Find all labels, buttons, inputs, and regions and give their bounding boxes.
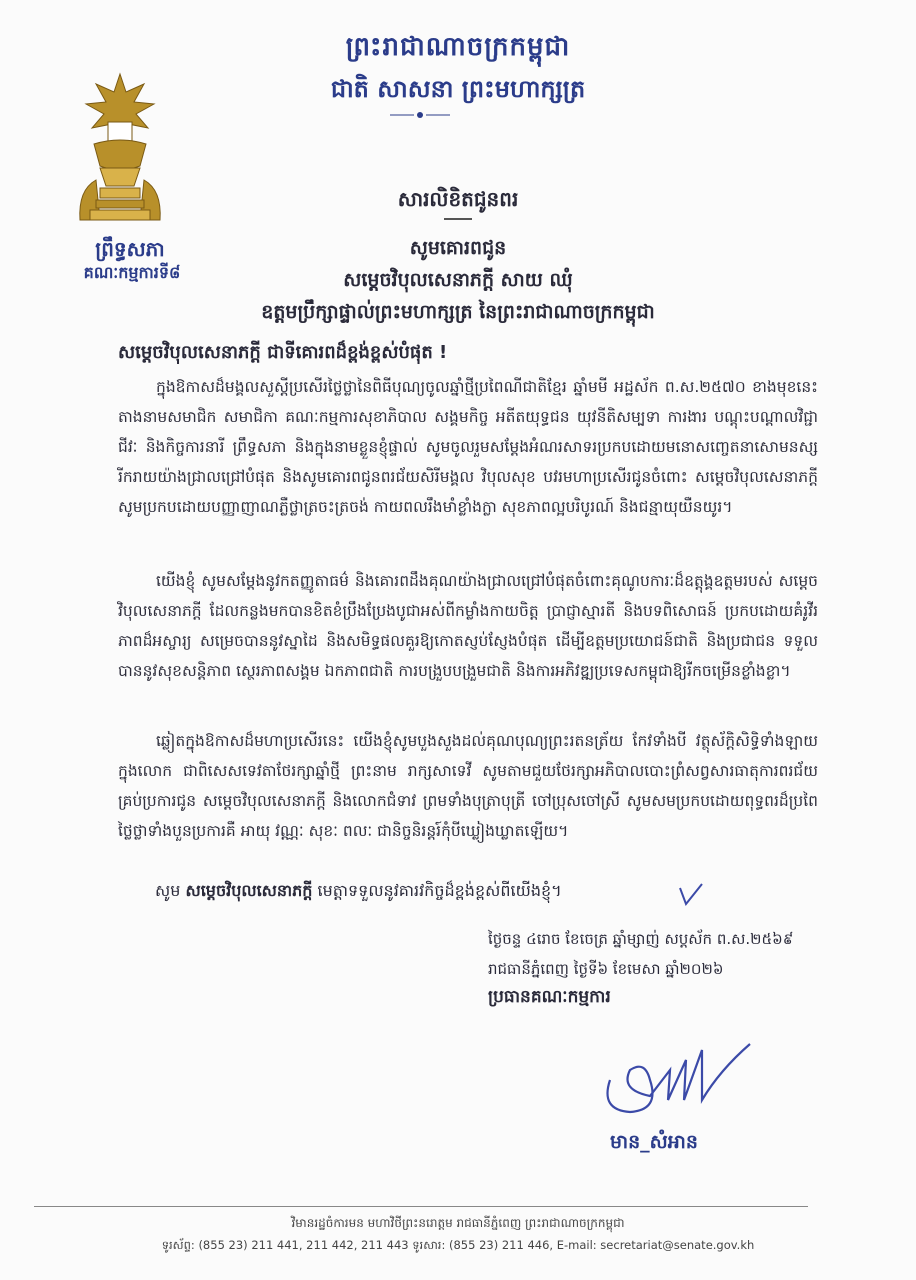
paragraph-text: យើងខ្ញុំ សូមសម្តែងនូវកតញ្ញូតាធម៌ និងគោរពដឹងគុណយ៉ាងជ្រាលជ្រៅបំផុតចំពោះគុណូបការៈដ៏ឧត្តុង្គឧត្តមរបស់ សម្តេចវិបុលសេនាភក្តី ដែលកន្លងមកបានខិតខំប្រឹងប្រែងបូជាអស់ពីកម្លាំងកាយចិត្ត ប្រាជ្ញាស្មារតី និងបទពិសោធន៍ ប្រកបដោយគំរូវីរភាពដ៏អស្ចារ្យ សម្រេចបាននូវស្នាដៃ និងសមិទ្ធផលគួរឱ្យកោតស្ញប់ស្ញែងបំផុត ដើម្បីឧត្តមប្រយោជន៍ជាតិ និងប្រជាជន ទទួលបាននូវសុខសន្តិភាព ស្ថេរភាពសង្គម ឯកភាពជាតិ ការបង្រួបបង្រួមជាតិ និងការអភិវឌ្ឍប្រទេសកម្ពុជាឱ្យរីកចម្រើនខ្លាំងខ្លា។: [118, 572, 818, 680]
body-paragraph: [118, 726, 818, 846]
body-paragraph: [118, 372, 818, 522]
signature-image: [590, 1030, 760, 1130]
addressee-line: ឧត្តមប្រឹក្សាផ្ទាល់ព្រះមហាក្សត្រ នៃព្រះរាជាណាចក្រកម្ពុជា: [261, 301, 655, 323]
letter-title: សារលិខិតជូនពរ: [397, 187, 519, 211]
lunar-date: ថ្ងៃចន្ទ ៤រោច ខែចេត្រ ឆ្នាំម្សាញ់ សប្តស័ក ព.ស.២៥៦៩: [488, 930, 794, 948]
kingdom-name: ព្រះរាជាណាចក្រកម្ពុជា: [345, 32, 571, 62]
closing-line: [155, 880, 562, 904]
salutation: សម្តេចវិបុលសេនាភក្តី ជាទីគោរពដ៏ខ្ពង់ខ្ពស់បំផុត !: [118, 342, 448, 363]
divider-ornament: [390, 110, 450, 120]
closing-honorific: សម្តេចវិបុលសេនាភក្តី: [185, 881, 313, 900]
closing-prefix: សូម: [155, 881, 181, 900]
addressee-line: សូមគោរពជូន: [409, 237, 507, 259]
paragraph-text: ឆ្លៀតក្នុងឱកាសដ៏មហាប្រសើរនេះ យើងខ្ញុំសូមបួងសួងដល់គុណបុណ្យព្រះរតនត្រ័យ កែវទាំងបី វត្ថុស័ក្តិសិទ្ធិទាំងឡាយក្នុងលោក ជាពិសេសទេវតាថែរក្សាឆ្នាំថ្មី ព្រះនាម រាក្សសាទេវី សូមតាមជួយថែរក្សាអភិបាលបោះព្រំសព្វសារធាតុការពរជ័យគ្រប់ប្រការជូន សម្តេចវិបុលសេនាភក្តី និងលោកជំទាវ ព្រមទាំងបុត្រាបុត្រី ចៅប្រុសចៅស្រី សូមសមប្រកបដោយពុទ្ធពរដ៏ប្រពៃថ្លៃថ្លាទាំងបួនប្រការគឺ អាយុ វណ្ណៈ សុខៈ ពលៈ ជានិច្ចនិរន្តរ៍កុំបីឃ្លៀងឃ្លាតឡើយ។: [118, 732, 818, 840]
footer: [0, 1212, 916, 1256]
footer-divider: [34, 1206, 808, 1207]
handwritten-tick-icon: [676, 882, 706, 908]
footer-contact: ទូរស័ព្ទ: (855 23) 211 441, 211 442, 211 443 ទូរសារ: (855 23) 211 446, E-mail: secretariat@senate.gov.kh: [161, 1238, 755, 1252]
addressee-line: សម្តេចវិបុលសេនាភក្តី សាយ ឈុំ: [343, 269, 573, 291]
institution-name: ព្រឹទ្ធសភា: [95, 237, 165, 261]
national-motto: ជាតិ សាសនា ព្រះមហាក្សត្រ: [330, 74, 586, 103]
paragraph-text: ក្នុងឱកាសដ៏មង្គលសួស្តីប្រសើរថ្លៃថ្លានៃពិធីបុណ្យចូលឆ្នាំថ្មីប្រពៃណីជាតិខ្មែរ ឆ្នាំមមី អដ្ឋស័ក ព.ស.២៥៧០ ខាងមុខនេះ តាងនាមសមាជិក សមាជិកា គណៈកម្មការសុខាភិបាល សង្គមកិច្ច អតីតយុទ្ធជន យុវនីតិសម្បទា ការងារ បណ្តុះបណ្តាលវិជ្ជាជីវៈ និងកិច្ចការនារី ព្រឹទ្ធសភា និងក្នុងនាមខ្លួនខ្ញុំផ្ទាល់ សូមចូលរួមសម្តែងអំណរសាទរប្រកបដោយមនោសញ្ចេតនាសោមនស្សរីករាយយ៉ាងជ្រាលជ្រៅបំផុត និងសូមគោរពជូនពរជ័យសិរីមង្គល វិបុលសុខ បវរមហាប្រសើរជូនចំពោះ សម្តេចវិបុលសេនាភក្តី សូមប្រកបដោយបញ្ញាញាណភ្លឺថ្លាត្រចះត្រចង់ កាយពលរឹងមាំខ្លាំងក្លា សុខភាពល្អបរិបូរណ៍ និងជន្មាយុយឺនយូរ។: [118, 378, 818, 516]
committee-name: គណៈកម្មការទី៨: [83, 263, 181, 282]
closing-suffix: មេត្តាទទួលនូវគារវកិច្ចដ៏ខ្ពង់ខ្ពស់ពីយើងខ្ញុំ។: [317, 881, 562, 900]
addressee-block: [0, 232, 916, 328]
signer-name: មាន_សំអាន: [610, 1131, 698, 1153]
title-underline: [444, 218, 472, 220]
body-paragraph: [118, 566, 818, 686]
signer-title: ប្រធានគណៈកម្មការ: [488, 987, 611, 1007]
footer-address: វិមានរដ្ឋចំការមន មហាវិថីព្រះនរោត្តម រាជធានីភ្នំពេញ ព្រះរាជាណាចក្រកម្ពុជា: [291, 1216, 625, 1230]
solar-date: រាជធានីភ្នំពេញ ថ្ងៃទី៦ ខែមេសា ឆ្នាំ២០២៦: [488, 960, 724, 978]
date-block: [488, 924, 793, 984]
